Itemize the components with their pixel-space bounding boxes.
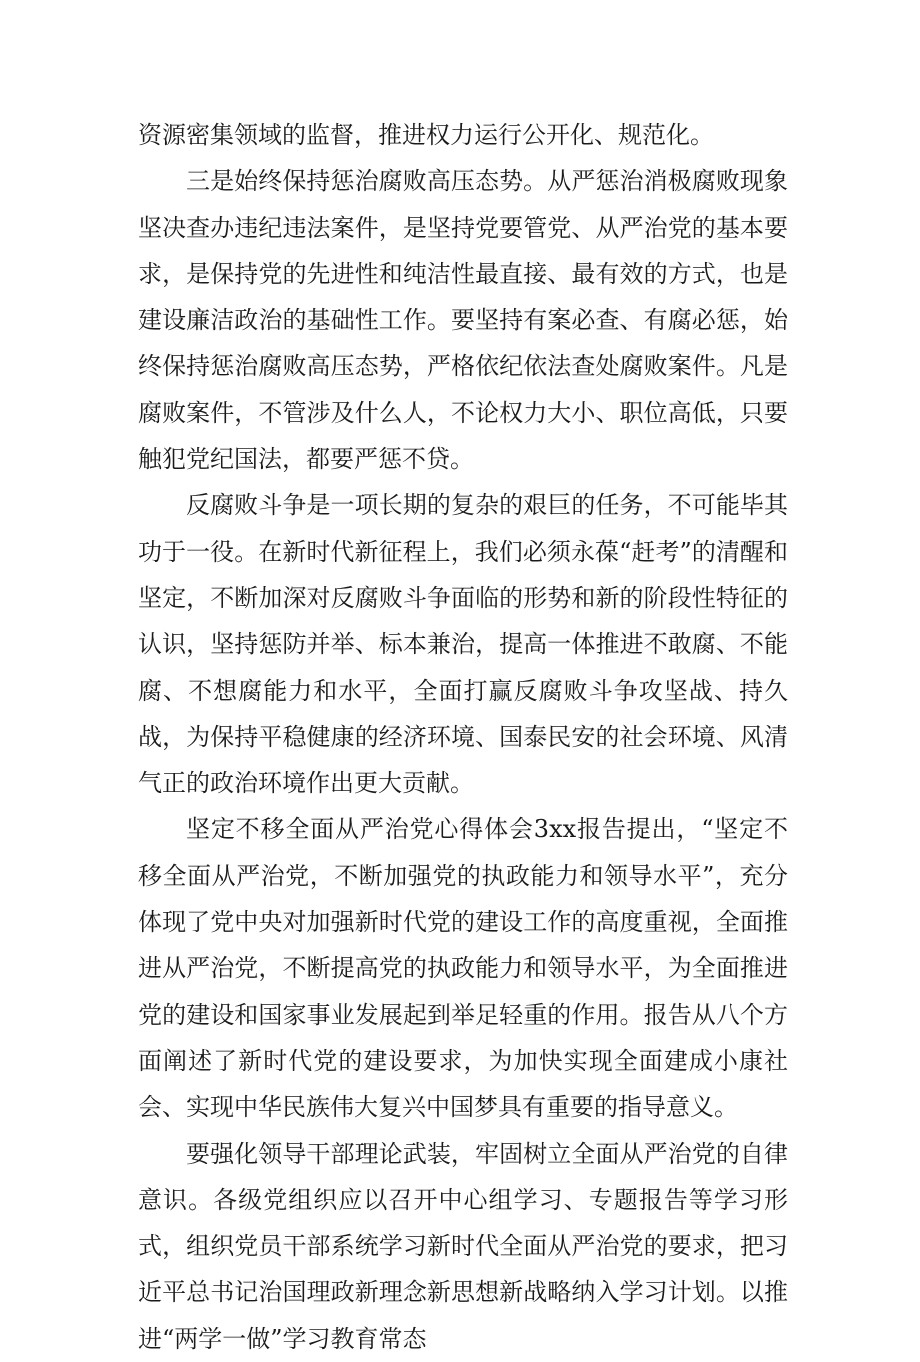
paragraph-3: 反腐败斗争是一项长期的复杂的艰巨的任务，不可能毕其功于一役。在新时代新征程上，我们必须永葆“赶考”的清醒和坚定，不断加深对反腐败斗争面临的形势和新的阶段性特征的认识，坚持惩防并举、标本兼治，提高一体推进不敢腐、不能腐、不想腐能力和水平，全面打赢反腐败斗争攻坚战、持久战，为保持平稳健康的经济环境、国泰民安的社会环境、风清气正的政治环境作出更大贡献。 [138,491,788,798]
document-body [138,112,788,1362]
paragraph-2: 三是始终保持惩治腐败高压态势。从严惩治消极腐败现象坚决查办违纪违法案件，是坚持党要管党、从严治党的基本要求，是保持党的先进性和纯洁性最直接、最有效的方式，也是建设廉洁政治的基础性工作。要坚持有案必查、有腐必惩，始终保持惩治腐败高压态势，严格依纪依法查处腐败案件。凡是腐败案件，不管涉及什么人，不论权力大小、职位高低，只要触犯党纪国法，都要严惩不贷。 [138,167,788,474]
paragraph-5: 要强化领导干部理论武装，牢固树立全面从严治党的自律意识。各级党组织应以召开中心组学习、专题报告等学习形式，组织党员干部系统学习新时代全面从严治党的要求，把习近平总书记治国理政新理念新思想新战略纳入学习计划。以推进“两学一做”学习教育常态 [138,1139,788,1353]
paragraph-1: 资源密集领域的监督，推进权力运行公开化、规范化。 [138,121,714,149]
paragraph-4: 坚定不移全面从严治党心得体会3xx报告提出，“坚定不移全面从严治党，不断加强党的执政能力和领导水平”，充分体现了党中央对加强新时代党的建设工作的高度重视，全面推进从严治党，不断提高党的执政能力和领导水平，为全面推进党的建设和国家事业发展起到举足轻重的作用。报告从八个方面阐述了新时代党的建设要求，为加快实现全面建成小康社会、实现中华民族伟大复兴中国梦具有重要的指导意义。 [138,815,788,1122]
